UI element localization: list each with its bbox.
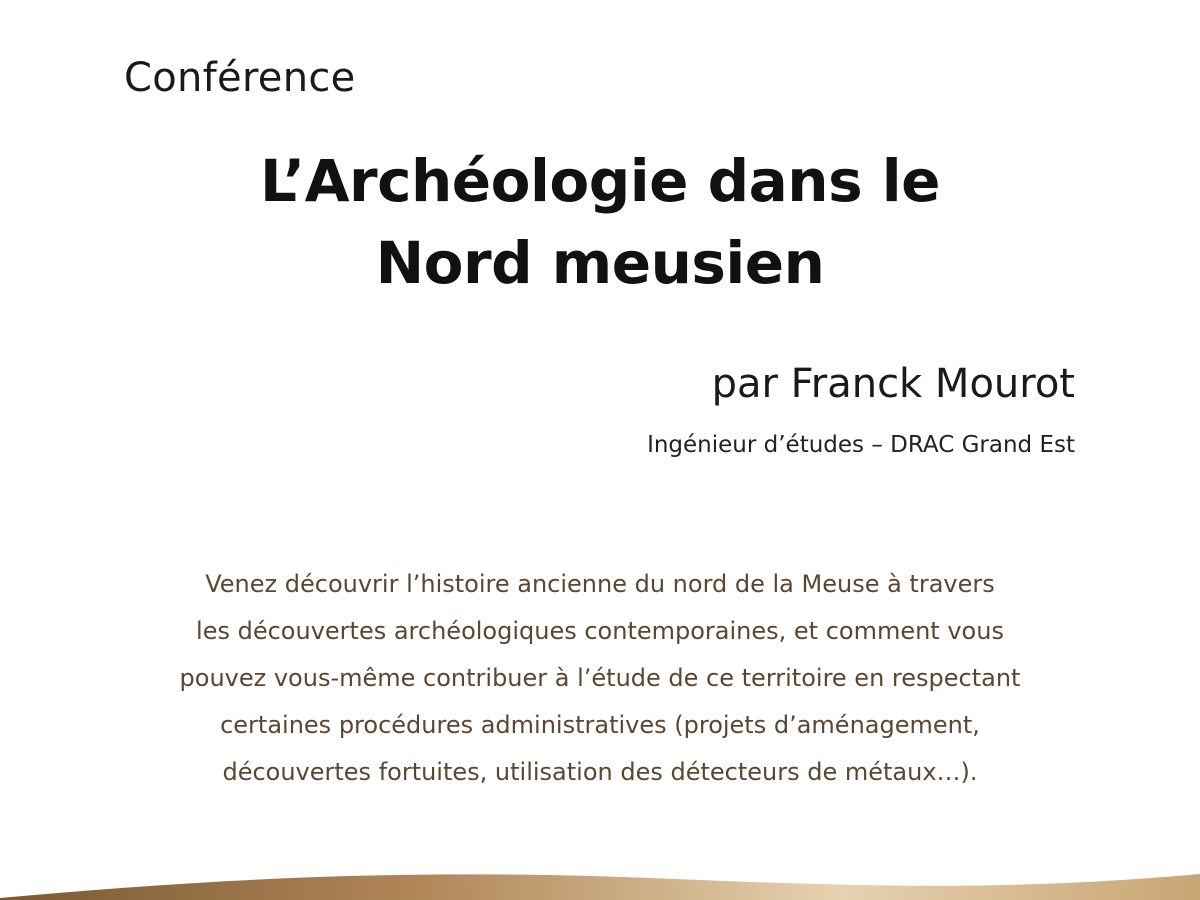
speaker-name: par Franck Mourot: [711, 361, 1075, 407]
decorative-wave: [0, 860, 1200, 900]
description-line: pouvez vous-même contribuer à l’étude de ce territoire en respectant: [179, 664, 1021, 692]
description-line: Venez découvrir l’histoire ancienne du nord de la Meuse à travers: [205, 570, 995, 598]
description-line: certaines procédures administratives (projets d’aménagement,: [220, 711, 980, 739]
event-title-line-2: Nord meusien: [375, 229, 825, 297]
speaker-role: Ingénieur d’études – DRAC Grand Est: [647, 432, 1075, 458]
event-description: [0, 561, 1200, 796]
event-type-label: Conférence: [124, 55, 356, 101]
event-title-line-1: L’Archéologie dans le: [259, 147, 941, 215]
description-line: les découvertes archéologiques contemporaines, et comment vous: [196, 617, 1004, 645]
description-line: découvertes fortuites, utilisation des détecteurs de métaux…).: [222, 758, 978, 786]
event-title: [0, 140, 1200, 304]
